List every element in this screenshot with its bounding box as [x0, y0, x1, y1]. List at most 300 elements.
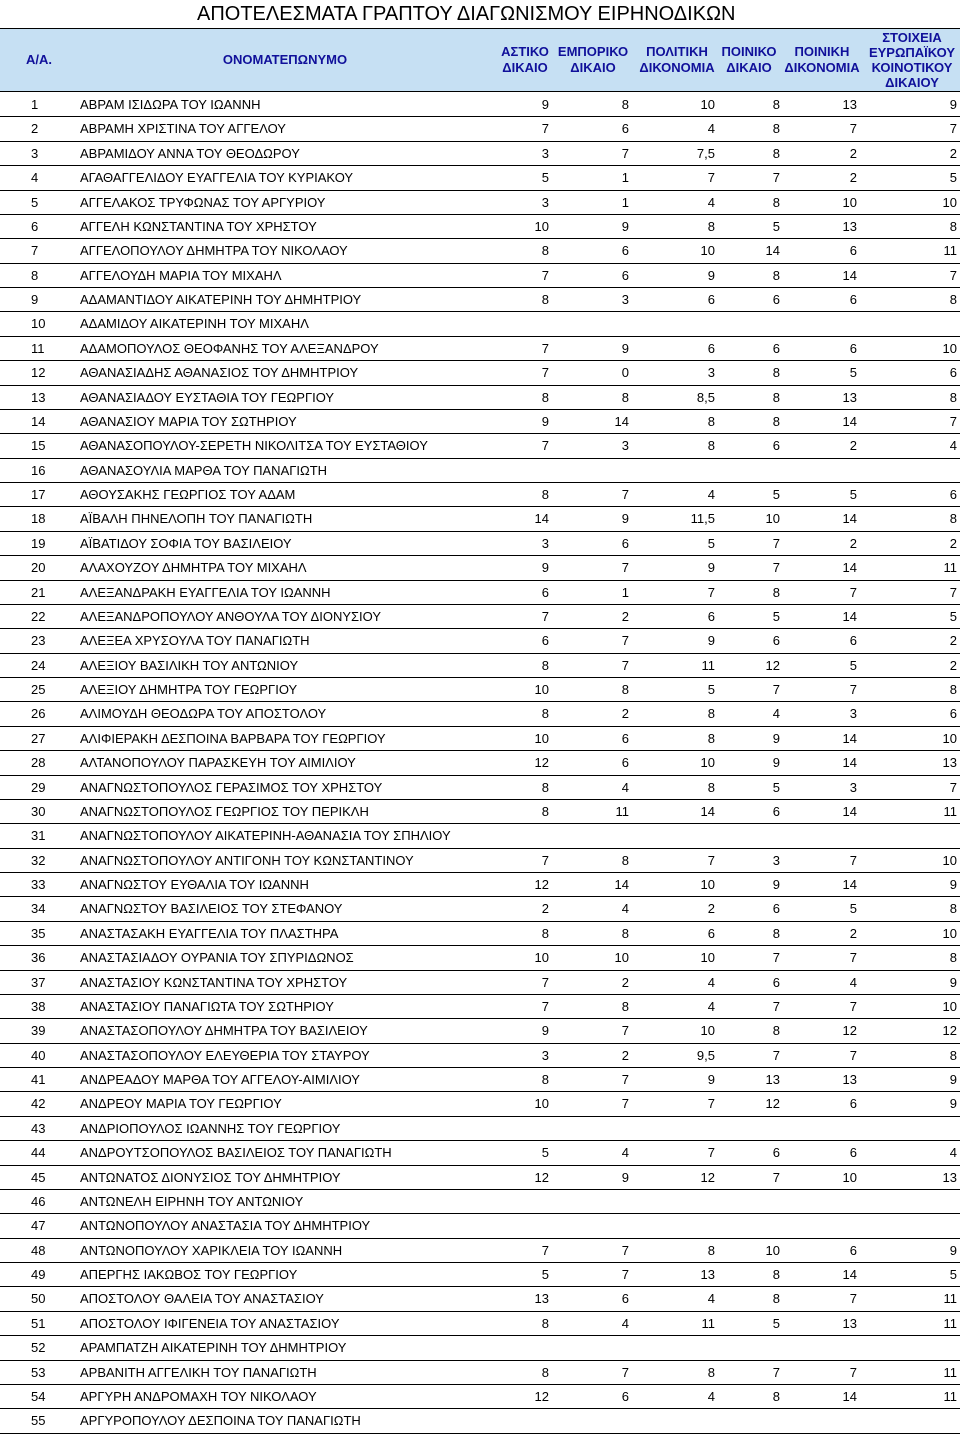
score-cell: 14 [842, 560, 857, 576]
score-cell: 8 [772, 413, 780, 429]
score-cell: 8 [541, 925, 549, 941]
table-row [0, 410, 960, 434]
row-number: 11 [31, 340, 45, 356]
score-cell: 8 [541, 243, 549, 259]
score-cell: 4 [707, 998, 715, 1014]
row-number: 23 [31, 633, 46, 649]
score-cell: 6 [849, 292, 857, 307]
score-cell: 2 [621, 608, 629, 624]
score-cell: 8 [772, 925, 780, 941]
score-cell: 8 [621, 998, 629, 1014]
table-row [0, 337, 960, 361]
row-number: 3 [31, 145, 39, 161]
score-cell: 8 [949, 950, 957, 966]
score-cell: 14 [842, 803, 857, 819]
score-cell: 2 [849, 438, 857, 454]
score-cell: 8 [707, 1242, 715, 1258]
score-cell: 7 [949, 413, 957, 429]
score-cell: 8 [772, 389, 780, 405]
score-cell: 3 [707, 365, 715, 381]
score-cell: 5 [707, 682, 715, 697]
score-cell: 14 [842, 1267, 857, 1282]
score-cell: 11 [943, 1388, 957, 1404]
row-number: 10 [31, 316, 46, 332]
score-cell: 9 [949, 1242, 957, 1258]
score-cell: 6 [849, 1242, 857, 1258]
row-number: 41 [31, 1072, 46, 1087]
score-cell: 7 [707, 1145, 715, 1161]
score-cell: 5 [772, 218, 780, 234]
score-cell: 14 [842, 1388, 857, 1404]
score-cell: 8 [621, 97, 629, 112]
score-cell: 2 [849, 170, 857, 186]
row-number: 44 [31, 1145, 46, 1161]
row-number: 19 [31, 535, 46, 551]
table-row [0, 873, 960, 897]
table-row [0, 849, 960, 873]
score-cell: 2 [949, 535, 957, 551]
score-cell: 8 [949, 511, 957, 527]
score-cell: 14 [842, 267, 857, 283]
score-cell: 7 [621, 560, 629, 576]
table-row [0, 1092, 960, 1116]
table-row [0, 629, 960, 653]
score-cell: 7 [849, 584, 857, 600]
score-cell: 4 [949, 438, 957, 454]
row-number: 5 [31, 194, 39, 210]
row-number: 24 [31, 657, 46, 673]
score-cell: 8 [707, 730, 715, 746]
table-row [0, 702, 960, 726]
score-cell: 10 [765, 511, 780, 527]
score-cell: 7 [707, 1096, 715, 1112]
table-row [0, 1166, 960, 1190]
score-cell: 3 [541, 535, 549, 551]
score-cell: 8 [772, 1291, 780, 1307]
candidate-name: ΑΝΑΣΤΑΣΙΟΥ ΚΩΝΣΤΑΝΤΙΝΑ ΤΟΥ ΧΡΗΣΤΟΥ [80, 974, 348, 990]
score-cell: 14 [842, 755, 857, 771]
candidate-name: ΑΛΑΧΟΥΖΟΥ ΔΗΜΗΤΡΑ ΤΟΥ ΜΙΧΑΗΛ [80, 560, 307, 576]
score-cell: 7 [541, 852, 549, 868]
score-cell: 8 [772, 365, 780, 381]
score-cell: 7 [849, 1047, 857, 1063]
score-cell: 7 [949, 779, 957, 795]
score-cell: 2 [849, 925, 857, 941]
candidate-name: ΑΛΙΦΙΕΡΑΚΗ ΔΕΣΠΟΙΝΑ ΒΑΡΒΑΡΑ ΤΟΥ ΓΕΩΡΓΙΟΥ [80, 730, 386, 746]
score-cell: 13 [765, 1072, 780, 1087]
score-cell: 10 [942, 340, 957, 356]
candidate-name: ΑΒΡΑΜΗ ΧΡΙΣΤΙΝΑ ΤΟΥ ΑΓΓΕΛΟΥ [80, 121, 286, 137]
header-poiniki: ΠΟΙΝΙΚΗ ΔΙΚΟΝΟΜΙΑ [784, 44, 860, 75]
score-cell: 7 [707, 584, 715, 600]
score-cell: 8 [541, 706, 549, 722]
candidate-name: ΑΝΑΓΝΩΣΤΟΥ ΕΥΘΑΛΙΑ ΤΟΥ ΙΩΑΝΝΗ [80, 877, 309, 892]
score-cell: 8 [541, 389, 549, 405]
table-row [0, 1019, 960, 1043]
score-cell: 7 [772, 170, 780, 186]
score-cell: 7 [541, 974, 549, 990]
score-cell: 8 [772, 194, 780, 210]
score-cell: 5 [772, 779, 780, 795]
score-cell: 10 [942, 852, 957, 868]
score-cell: 2 [541, 901, 549, 917]
score-cell: 8 [541, 779, 549, 795]
score-cell: 9 [541, 560, 549, 576]
score-cell: 7 [707, 852, 715, 868]
candidate-name: ΑΝΔΡΟΥΤΣΟΠΟΥΛΟΣ ΒΑΣΙΛΕΙΟΣ ΤΟΥ ΠΑΝΑΓΙΩΤΗ [80, 1145, 392, 1161]
score-cell: 7 [707, 170, 715, 186]
candidate-name: ΑΝΑΓΝΩΣΤΟΠΟΥΛΟΥ ΑΙΚΑΤΕΡΙΝΗ-ΑΘΑΝΑΣΙΑ ΤΟΥ ΣΠΗΛΙΟΥ [80, 828, 451, 844]
table-row [0, 824, 960, 848]
row-number: 9 [31, 292, 39, 307]
row-number: 29 [31, 779, 46, 795]
score-cell: 4 [949, 1145, 957, 1161]
candidate-name: ΑΛΕΞΙΟΥ ΔΗΜΗΤΡΑ ΤΟΥ ΓΕΩΡΓΙΟΥ [80, 682, 298, 697]
score-cell: 9 [621, 1169, 629, 1185]
score-cell: 7 [772, 1364, 780, 1380]
score-cell: 10 [765, 1242, 780, 1258]
header-astiko: ΑΣΤΙΚΟ ΔΙΚΑΙΟ [501, 44, 549, 75]
score-cell: 12 [534, 877, 549, 892]
score-cell: 9 [621, 511, 629, 527]
score-cell: 8 [541, 1364, 549, 1380]
score-cell: 8 [707, 218, 715, 234]
row-number: 33 [31, 877, 46, 892]
candidate-name: ΑΡΒΑΝΙΤΗ ΑΓΓΕΛΙΚΗ ΤΟΥ ΠΑΝΑΓΙΩΤΗ [80, 1364, 317, 1380]
score-cell: 11 [701, 1315, 715, 1331]
score-cell: 8 [707, 413, 715, 429]
score-cell: 7 [772, 560, 780, 576]
score-cell: 8 [541, 1072, 549, 1087]
candidate-name: ΑΝΤΩΝΑΤΟΣ ΔΙΟΝΥΣΙΟΣ ΤΟΥ ΔΗΜΗΤΡΙΟΥ [80, 1169, 341, 1185]
row-number: 25 [31, 682, 46, 697]
score-cell: 6 [707, 608, 715, 624]
score-cell: 12 [534, 1388, 549, 1404]
score-cell: 6 [621, 1388, 629, 1404]
score-cell: 7 [621, 657, 629, 673]
score-cell: 7 [621, 1364, 629, 1380]
score-cell: 9 [621, 218, 629, 234]
row-number: 31 [31, 828, 46, 844]
score-cell: 4 [707, 487, 715, 502]
candidate-name: ΑΝΔΡΙΟΠΟΥΛΟΣ ΙΩΑΝΝΗΣ ΤΟΥ ΓΕΩΡΓΙΟΥ [80, 1120, 341, 1136]
score-cell: 7,5 [696, 145, 715, 161]
candidate-name: ΑΛΕΞΑΝΔΡΑΚΗ ΕΥΑΓΓΕΛΙΑ ΤΟΥ ΙΩΑΝΝΗ [80, 584, 331, 600]
score-cell: 3 [621, 438, 629, 454]
score-cell: 12 [765, 657, 780, 673]
table-row [0, 1239, 960, 1263]
score-cell: 9 [772, 877, 780, 892]
score-cell: 5 [849, 657, 857, 673]
score-cell: 6 [621, 1291, 629, 1307]
score-cell: 1 [621, 170, 629, 186]
score-cell: 8 [541, 657, 549, 673]
score-cell: 2 [621, 706, 629, 722]
table-row [0, 1336, 960, 1360]
row-number: 53 [31, 1364, 46, 1380]
score-cell: 7 [541, 267, 549, 283]
score-cell: 3 [541, 194, 549, 210]
table-row [0, 1190, 960, 1214]
score-cell: 3 [849, 779, 857, 795]
table-row [0, 1214, 960, 1238]
score-cell: 6 [949, 365, 957, 381]
score-cell: 6 [849, 633, 857, 649]
score-cell: 2 [849, 145, 857, 161]
score-cell: 7 [541, 608, 549, 624]
score-cell: 10 [942, 194, 957, 210]
score-cell: 7 [849, 998, 857, 1014]
table-row [0, 434, 960, 458]
row-number: 28 [31, 755, 46, 771]
score-cell: 2 [949, 145, 957, 161]
score-cell: 10 [842, 194, 857, 210]
score-cell: 13 [842, 218, 857, 234]
score-cell: 6 [621, 755, 629, 771]
score-cell: 7 [949, 121, 957, 137]
row-number: 32 [31, 852, 46, 868]
candidate-name: ΑΝΑΓΝΩΣΤΟΥ ΒΑΣΙΛΕΙΟΣ ΤΟΥ ΣΤΕΦΑΝΟΥ [80, 901, 343, 917]
score-cell: 9,5 [696, 1047, 715, 1063]
table-row [0, 1117, 960, 1141]
header-name: ΟΝΟΜΑΤΕΠΩΝΥΜΟ [222, 52, 348, 67]
score-cell: 7 [541, 1242, 549, 1258]
score-cell: 10 [700, 243, 715, 259]
table-row [0, 507, 960, 531]
table-row [0, 142, 960, 166]
score-cell: 4 [707, 121, 715, 137]
score-cell: 8 [541, 487, 549, 502]
table-row [0, 215, 960, 239]
row-number: 12 [31, 365, 46, 381]
table-row [0, 995, 960, 1019]
score-cell: 5 [772, 487, 780, 502]
score-cell: 7 [621, 1096, 629, 1112]
row-number: 40 [31, 1047, 46, 1063]
score-cell: 5 [949, 608, 957, 624]
header-aa: Α/Α. [26, 52, 52, 67]
score-cell: 8 [541, 803, 549, 819]
score-cell: 2 [849, 535, 857, 551]
score-cell: 7 [541, 998, 549, 1014]
row-number: 27 [31, 730, 46, 746]
row-number: 55 [31, 1413, 46, 1429]
row-number: 49 [31, 1267, 46, 1282]
score-cell: 9 [949, 877, 957, 892]
row-number: 4 [31, 170, 39, 186]
table-row [0, 1312, 960, 1336]
score-cell: 4 [707, 1291, 715, 1307]
row-number: 2 [31, 121, 39, 137]
score-cell: 5 [541, 170, 549, 186]
score-cell: 7 [772, 1169, 780, 1185]
score-cell: 8 [772, 1388, 780, 1404]
score-cell: 6 [849, 243, 857, 259]
score-cell: 8 [772, 145, 780, 161]
score-cell: 7 [772, 682, 780, 697]
row-number: 36 [31, 950, 46, 966]
score-cell: 12 [942, 1023, 957, 1039]
score-cell: 8 [772, 121, 780, 137]
row-number: 8 [31, 267, 39, 283]
candidate-name: ΑΓΑΘΑΓΓΕΛΙΔΟΥ ΕΥΑΓΓΕΛΙΑ ΤΟΥ ΚΥΡΙΑΚΟΥ [80, 170, 354, 186]
table-row [0, 654, 960, 678]
score-cell: 2 [707, 901, 715, 917]
table-row [0, 117, 960, 141]
score-cell: 6 [772, 803, 780, 819]
score-cell: 11,5 [690, 511, 715, 527]
score-cell: 3 [772, 852, 780, 868]
score-cell: 10 [700, 1023, 715, 1039]
table-row [0, 971, 960, 995]
score-cell: 3 [541, 145, 549, 161]
table-row [0, 239, 960, 263]
score-cell: 6 [707, 340, 715, 356]
candidate-name: ΑΠΟΣΤΟΛΟΥ ΘΑΛΕΙΑ ΤΟΥ ΑΝΑΣΤΑΣΙΟΥ [80, 1291, 324, 1307]
score-cell: 14 [842, 608, 857, 624]
score-cell: 4 [621, 901, 629, 917]
score-cell: 10 [700, 755, 715, 771]
row-number: 42 [31, 1096, 46, 1112]
score-cell: 8 [707, 779, 715, 795]
score-cell: 9 [949, 1072, 957, 1087]
table-row [0, 776, 960, 800]
table-header [0, 28, 960, 92]
score-cell: 5 [849, 901, 857, 917]
table-row [0, 93, 960, 117]
score-cell: 10 [700, 877, 715, 892]
score-cell: 10 [700, 97, 715, 112]
score-cell: 6 [772, 292, 780, 307]
candidate-name: ΑΘΑΝΑΣΙΑΔΗΣ ΑΘΑΝΑΣΙΟΣ ΤΟΥ ΔΗΜΗΤΡΙΟΥ [80, 365, 359, 381]
score-cell: 4 [621, 1145, 629, 1161]
row-number: 7 [31, 243, 39, 259]
score-cell: 9 [949, 974, 957, 990]
score-cell: 8 [949, 292, 957, 307]
score-cell: 11 [943, 803, 957, 819]
candidate-name: ΑΒΡΑΜΙΔΟΥ ΑΝΝΑ ΤΟΥ ΘΕΟΔΩΡΟΥ [80, 145, 300, 161]
score-cell: 4 [707, 974, 715, 990]
score-cell: 13 [534, 1291, 549, 1307]
row-number: 51 [31, 1315, 46, 1331]
score-cell: 6 [621, 535, 629, 551]
score-cell: 6 [772, 1145, 780, 1161]
score-cell: 13 [942, 1169, 957, 1185]
score-cell: 6 [621, 730, 629, 746]
table-row [0, 1409, 960, 1433]
row-number: 18 [31, 511, 46, 527]
candidate-name: ΑΘΑΝΑΣΙΟΥ ΜΑΡΙΑ ΤΟΥ ΣΩΤΗΡΙΟΥ [80, 413, 297, 429]
table-row [0, 1044, 960, 1068]
score-cell: 8 [772, 97, 780, 112]
score-cell: 13 [700, 1267, 715, 1282]
score-cell: 13 [942, 755, 957, 771]
score-cell: 7 [849, 682, 857, 697]
score-cell: 5 [949, 1267, 957, 1282]
row-number: 21 [31, 584, 46, 600]
candidate-name: ΑΪΒΑΤΙΔΟΥ ΣΟΦΙΑ ΤΟΥ ΒΑΣΙΛΕΙΟΥ [80, 535, 292, 551]
table-row [0, 312, 960, 336]
candidate-name: ΑΠΟΣΤΟΛΟΥ ΙΦΙΓΕΝΕΙΑ ΤΟΥ ΑΝΑΣΤΑΣΙΟΥ [80, 1315, 340, 1331]
score-cell: 7 [849, 121, 857, 137]
score-cell: 4 [849, 974, 857, 990]
score-cell: 6 [621, 243, 629, 259]
score-cell: 14 [700, 803, 715, 819]
candidate-name: ΑΝΑΣΤΑΣΙΑΔΟΥ ΟΥΡΑΝΙΑ ΤΟΥ ΣΠΥΡΙΔΩΝΟΣ [80, 950, 354, 966]
header-poiniko: ΠΟΙΝΙΚΟ ΔΙΚΑΙΟ [721, 44, 777, 75]
candidate-name: ΑΔΑΜΟΠΟΥΛΟΣ ΘΕΟΦΑΝΗΣ ΤΟΥ ΑΛΕΞΑΝΔΡΟΥ [80, 340, 379, 356]
score-cell: 9 [949, 1096, 957, 1112]
row-number: 17 [31, 487, 46, 502]
score-cell: 12 [842, 1023, 857, 1039]
candidate-name: ΑΓΓΕΛΟΠΟΥΛΟΥ ΔΗΜΗΤΡΑ ΤΟΥ ΝΙΚΟΛΑΟΥ [80, 243, 348, 259]
candidate-name: ΑΓΓΕΛΑΚΟΣ ΤΡΥΦΩΝΑΣ ΤΟΥ ΑΡΓΥΡΙΟΥ [80, 194, 326, 210]
score-cell: 7 [849, 852, 857, 868]
score-cell: 10 [534, 950, 549, 966]
score-cell: 3 [541, 1047, 549, 1063]
score-cell: 0 [621, 365, 629, 381]
score-cell: 4 [707, 194, 715, 210]
table-row [0, 1068, 960, 1092]
score-cell: 7 [621, 1023, 629, 1039]
score-cell: 7 [541, 365, 549, 381]
score-cell: 6 [772, 438, 780, 454]
score-cell: 13 [842, 1315, 857, 1331]
score-cell: 9 [541, 97, 549, 112]
row-number: 46 [31, 1193, 46, 1209]
candidate-name: ΑΝΤΩΝΕΛΗ ΕΙΡΗΝΗ ΤΟΥ ΑΝΤΩΝΙΟΥ [80, 1193, 304, 1209]
candidate-name: ΑΘΟΥΣΑΚΗΣ ΓΕΩΡΓΙΟΣ ΤΟΥ ΑΔΑΜ [80, 487, 296, 502]
score-cell: 6 [772, 974, 780, 990]
table-row [0, 1141, 960, 1165]
candidate-name: ΑΛΤΑΝΟΠΟΥΛΟΥ ΠΑΡΑΣΚΕΥΗ ΤΟΥ ΑΙΜΙΛΙΟΥ [80, 755, 356, 771]
candidate-name: ΑΝΤΩΝΟΠΟΥΛΟΥ ΧΑΡΙΚΛΕΙΑ ΤΟΥ ΙΩΑΝΝΗ [80, 1242, 343, 1258]
table-row [0, 800, 960, 824]
score-cell: 5 [541, 1145, 549, 1161]
score-cell: 9 [772, 755, 780, 771]
score-cell: 7 [621, 1267, 629, 1282]
score-cell: 3 [621, 292, 629, 307]
candidate-name: ΑΛΕΞΑΝΔΡΟΠΟΥΛΟΥ ΑΝΘΟΥΛΑ ΤΟΥ ΔΙΟΝΥΣΙΟΥ [80, 608, 382, 624]
score-cell: 7 [621, 1242, 629, 1258]
score-cell: 6 [949, 487, 957, 502]
candidate-name: ΑΡΓΥΡΗ ΑΝΔΡΟΜΑΧΗ ΤΟΥ ΝΙΚΟΛΑΟΥ [80, 1388, 317, 1404]
score-cell: 14 [614, 413, 629, 429]
candidate-name: ΑΝΑΓΝΩΣΤΟΠΟΥΛΟΥ ΑΝΤΙΓΟΝΗ ΤΟΥ ΚΩΝΣΤΑΝΤΙΝΟΥ [80, 852, 414, 868]
score-cell: 11 [943, 1364, 957, 1380]
table-row [0, 581, 960, 605]
table-row [0, 386, 960, 410]
score-cell: 10 [534, 218, 549, 234]
header-eurwpaiko: ΣΤΟΙΧΕΙΑ ΕΥΡΩΠΑΪΚΟΥ ΚΟΙΝΟΤΙΚΟΥ ΔΙΚΑΙΟΥ [868, 30, 956, 90]
score-cell: 8 [772, 1267, 780, 1282]
score-cell: 12 [765, 1096, 780, 1112]
candidate-name: ΑΘΑΝΑΣΟΠΟΥΛΟΥ-ΣΕΡΕΤΗ ΝΙΚΟΛΙΤΣΑ ΤΟΥ ΕΥΣΤΑΘΙΟΥ [80, 438, 428, 454]
table-row [0, 483, 960, 507]
table-row [0, 605, 960, 629]
score-cell: 8 [621, 852, 629, 868]
score-cell: 7 [849, 1364, 857, 1380]
score-cell: 11 [943, 1291, 957, 1307]
row-number: 50 [31, 1291, 46, 1307]
table-row [0, 459, 960, 483]
score-cell: 4 [621, 779, 629, 795]
table-row [0, 1263, 960, 1287]
score-cell: 10 [700, 950, 715, 966]
table-row [0, 922, 960, 946]
table-row [0, 1385, 960, 1409]
candidate-name: ΑΘΑΝΑΣΙΑΔΟΥ ΕΥΣΤΑΘΙΑ ΤΟΥ ΓΕΩΡΓΙΟΥ [80, 389, 335, 405]
